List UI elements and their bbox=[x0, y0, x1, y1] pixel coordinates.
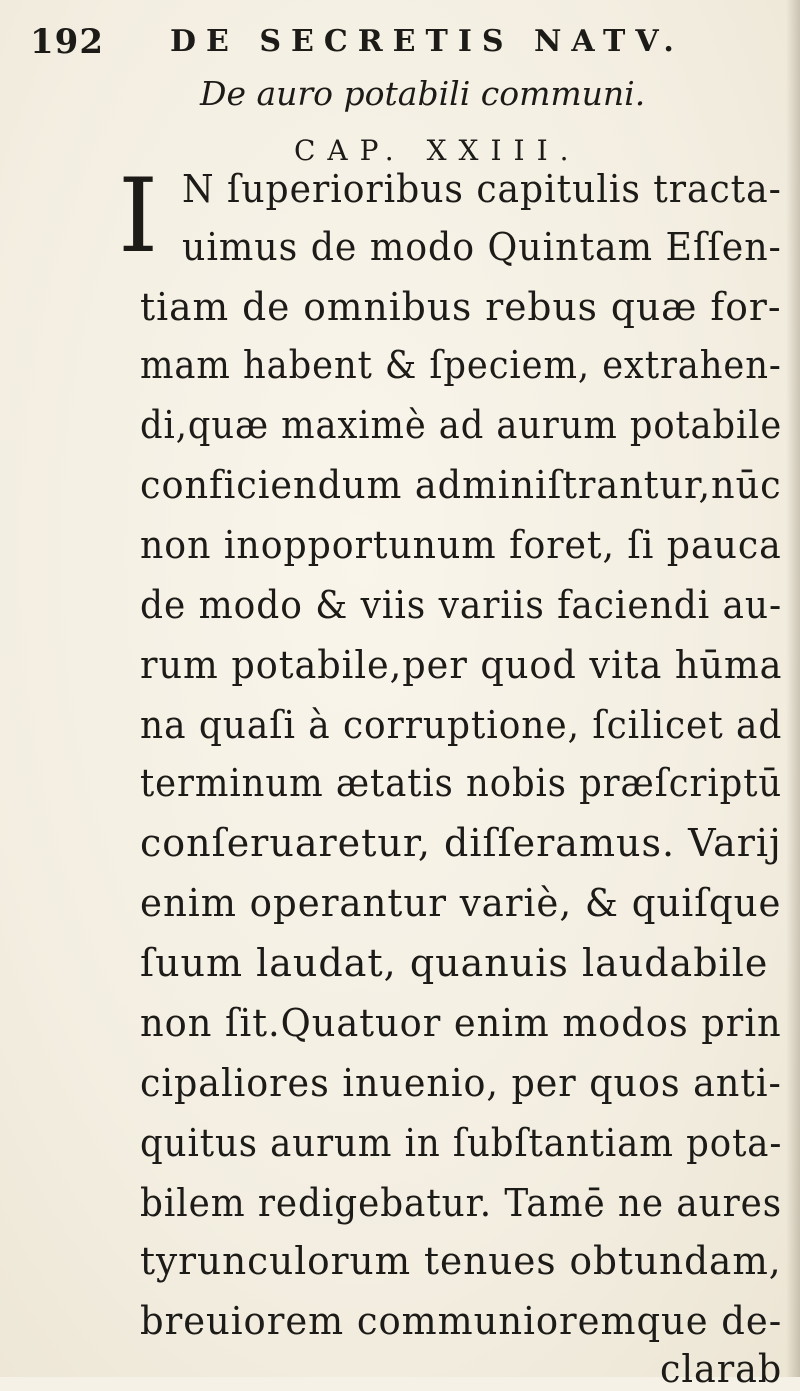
running-title: DE SECRETIS NATV. bbox=[170, 24, 684, 59]
catchword: clarab bbox=[660, 1347, 783, 1391]
text-line: tiam de omnibus rebus quæ for- bbox=[140, 285, 782, 329]
text-line: na quaſi à corruptione, ſcilicet ad bbox=[140, 703, 783, 747]
text-line: uimus de modo Quintam Eſſen- bbox=[182, 225, 782, 269]
text-line: conſeruaretur, diſſeramus. Varij bbox=[140, 821, 782, 865]
page-number: 192 bbox=[30, 22, 104, 62]
text-line: mam habent & ſpeciem, extrahen- bbox=[140, 343, 782, 387]
text-line: di,quæ maximè ad aurum potabile bbox=[140, 403, 783, 447]
text-line: de modo & viis variis faciendi au- bbox=[140, 583, 783, 627]
text-line: rum potabile,per quod vita hūma bbox=[140, 643, 783, 687]
text-line: breuiorem communioremque de- bbox=[140, 1299, 783, 1343]
text-line: bilem redigebatur. Tamē ne aures bbox=[140, 1181, 783, 1225]
drop-cap-initial: I bbox=[118, 157, 159, 276]
text-line: N ſuperioribus capitulis tracta- bbox=[182, 167, 782, 211]
text-line: quitus aurum in ſubſtantiam pota- bbox=[140, 1121, 783, 1165]
running-head bbox=[30, 22, 710, 72]
page-edge-shadow bbox=[786, 0, 800, 1377]
chapter-heading: CAP. XXIII. bbox=[294, 134, 581, 167]
text-line: terminum ætatis nobis præſcriptū bbox=[140, 761, 783, 805]
text-line: enim operantur variè, & quiſque bbox=[140, 881, 782, 925]
text-line: cipaliores inuenio, per quos anti- bbox=[140, 1061, 782, 1105]
text-line: non inopportunum foret, ſi pauca bbox=[140, 523, 782, 567]
text-line: conficiendum adminiſtrantur,nūc bbox=[140, 463, 782, 507]
section-title: De auro potabili communi. bbox=[200, 74, 646, 113]
text-line: non ſit.Quatuor enim modos prin bbox=[140, 1001, 782, 1045]
text-line: tyrunculorum tenues obtundam, bbox=[140, 1239, 782, 1283]
text-line: ſuum laudat, quanuis laudabile bbox=[140, 941, 769, 985]
